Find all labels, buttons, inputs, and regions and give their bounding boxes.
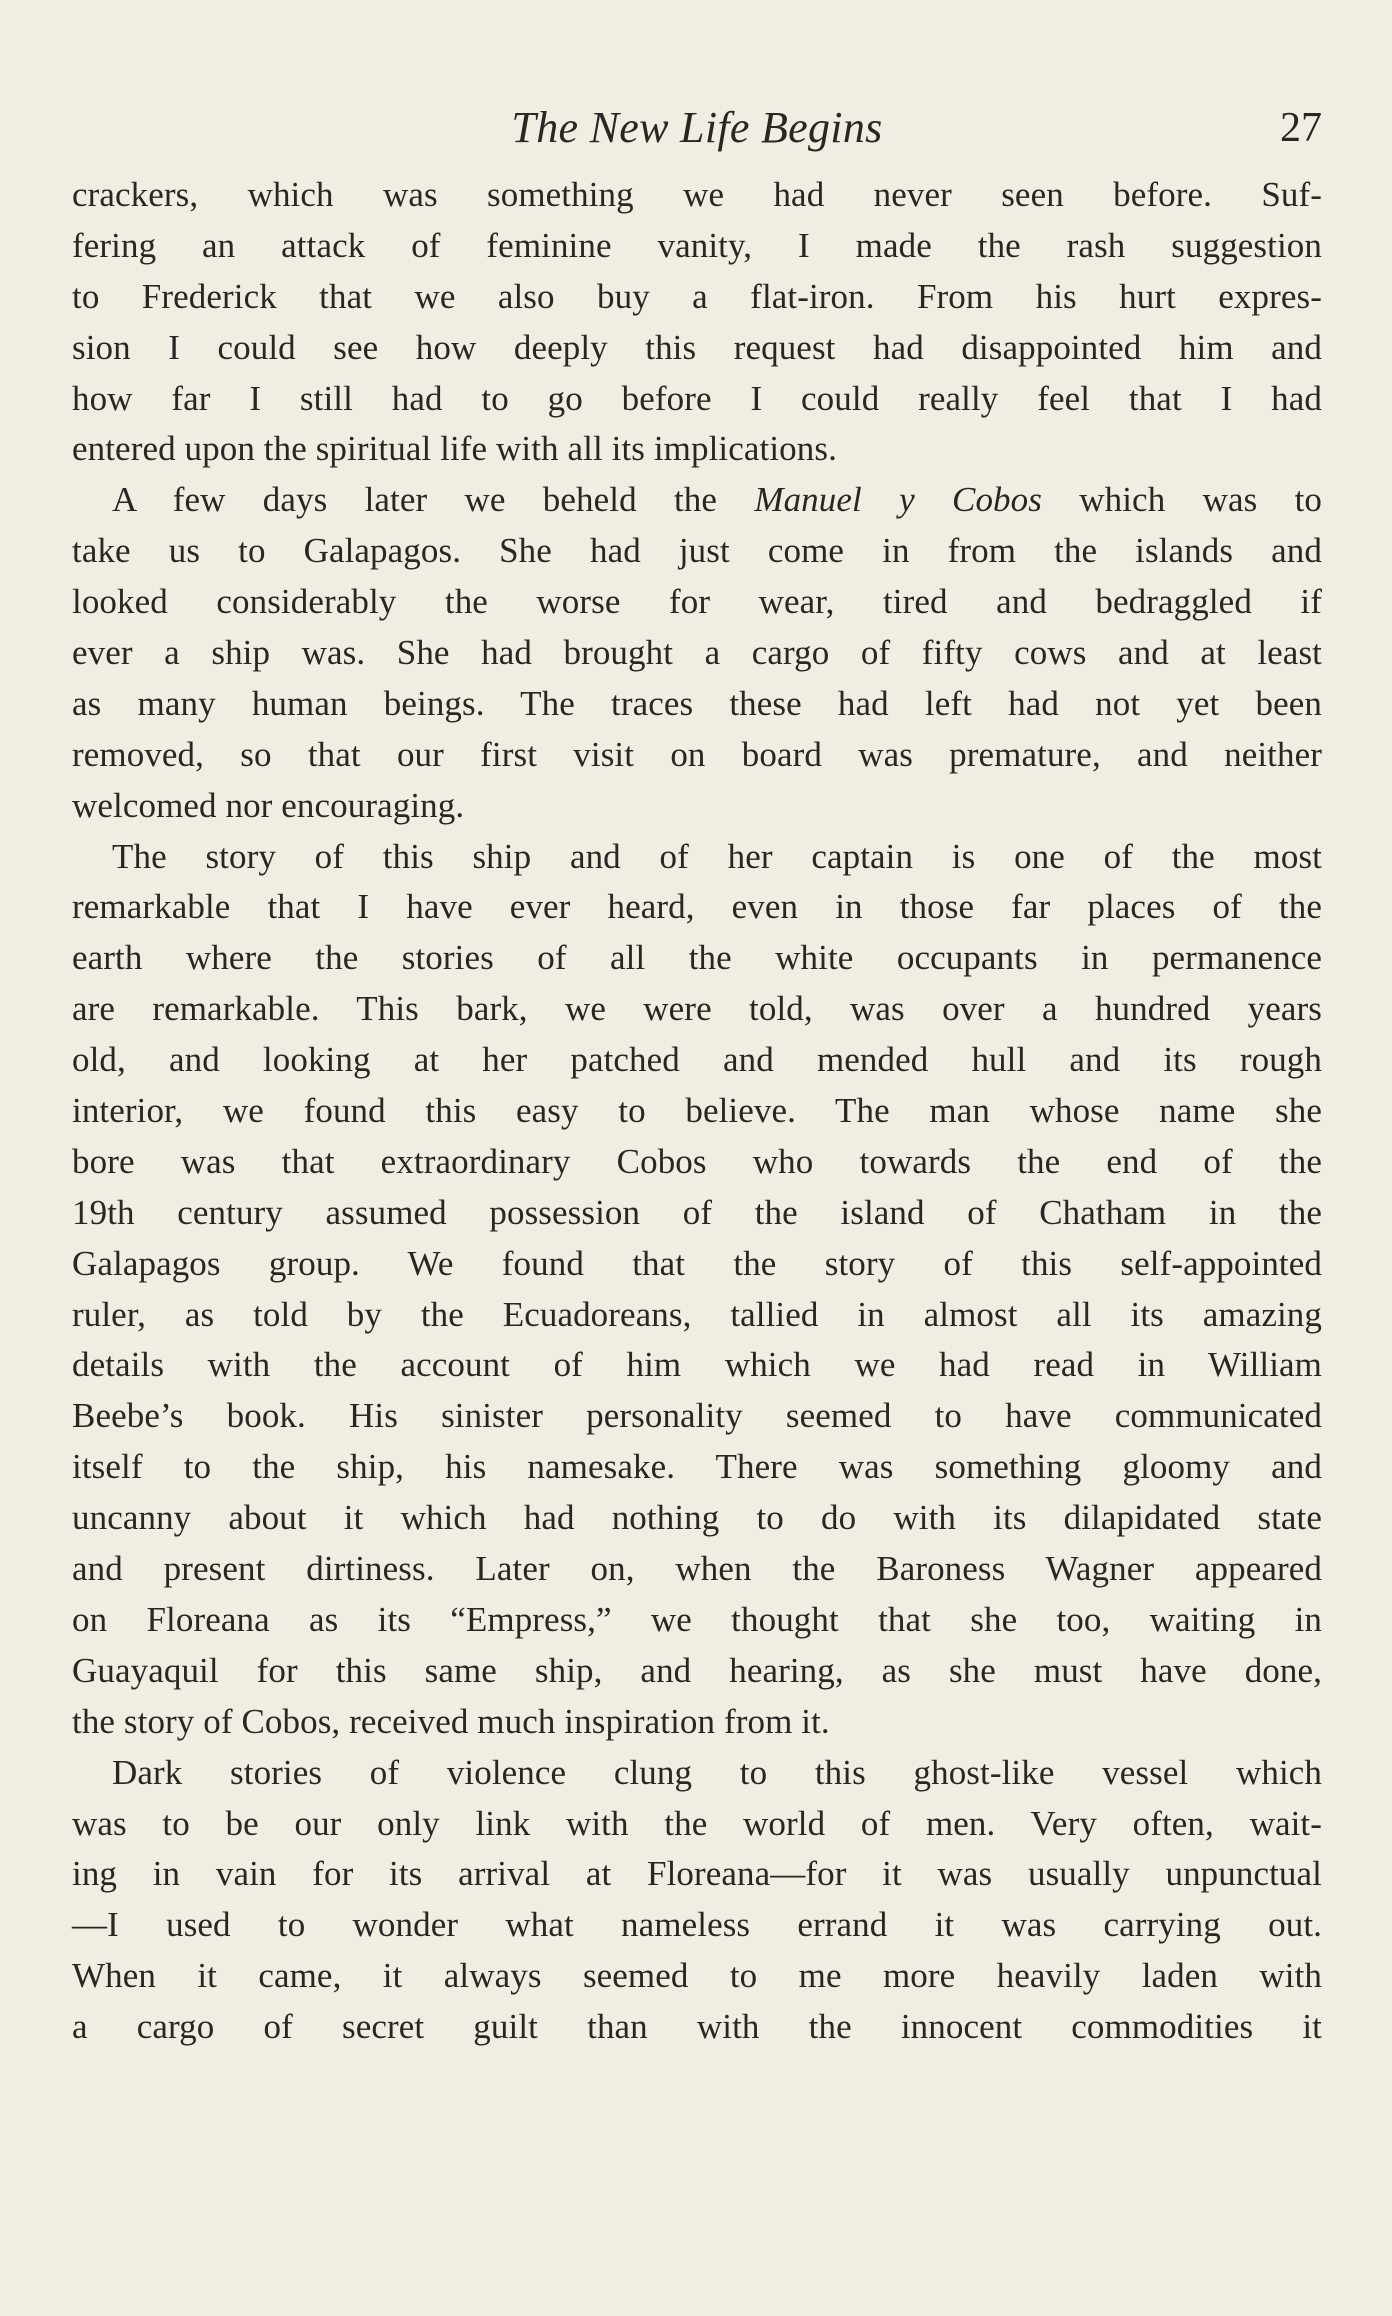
- text-line: earth where the stories of all the white occupants in permanence: [72, 938, 1322, 978]
- text-line: uncanny about it which had nothing to do with its dilapidated state: [72, 1498, 1322, 1538]
- text-line: Dark stories of violence clung to this ghost-like vessel which: [112, 1752, 1322, 1792]
- text-line: a cargo of secret guilt than with the innocent commodities it: [72, 2007, 1322, 2047]
- text-line: bore was that extraordinary Cobos who towards the end of the: [72, 1141, 1322, 1181]
- text-line: itself to the ship, his namesake. There was something gloomy and: [72, 1447, 1322, 1487]
- text-line: how far I still had to go before I could really feel that I had: [72, 378, 1322, 418]
- body-text: [72, 170, 1322, 2053]
- text-run: A few days later we beheld the: [112, 480, 755, 520]
- text-line: on Floreana as its “Empress,” we thought that she too, waiting in: [72, 1599, 1322, 1639]
- text-line: are remarkable. This bark, we were told, was over a hundred years: [72, 989, 1322, 1029]
- text-run: which was to: [1041, 480, 1322, 520]
- running-head: [72, 98, 1322, 158]
- text-line: was to be our only link with the world of men. Very often, wait-: [72, 1803, 1322, 1843]
- text-line: remarkable that I have ever heard, even in those far places of the: [72, 887, 1322, 927]
- paragraph-1: [72, 170, 1322, 475]
- text-line: removed, so that our first visit on board was premature, and neither: [72, 734, 1322, 774]
- ship-name: Manuel y Cobos: [754, 480, 1042, 520]
- text-line: take us to Galapagos. She had just come in from the islands and: [72, 531, 1322, 571]
- text-line: old, and looking at her patched and mended hull and its rough: [72, 1040, 1322, 1080]
- text-line: —I used to wonder what nameless errand it was carrying out.: [72, 1905, 1322, 1945]
- text-line: fering an attack of feminine vanity, I made the rash suggestion: [72, 225, 1322, 265]
- running-title: The New Life Begins: [511, 103, 883, 152]
- text-line: ever a ship was. She had brought a cargo of fifty cows and at least: [72, 633, 1322, 673]
- text-line: Guayaquil for this same ship, and hearing, as she must have done,: [72, 1650, 1322, 1690]
- text-line: 19th century assumed possession of the island of Chatham in the: [72, 1192, 1322, 1232]
- paragraph-3: [72, 832, 1322, 1748]
- text-line: as many human beings. The traces these had left had not yet been: [72, 683, 1322, 723]
- text-line: Galapagos group. We found that the story of this self-appointed: [72, 1243, 1322, 1283]
- text-line: to Frederick that we also buy a flat-iron. From his hurt expres-: [72, 276, 1322, 316]
- text-line: [72, 475, 1322, 526]
- text-line: ing in vain for its arrival at Floreana—for it was usually unpunctual: [72, 1854, 1322, 1894]
- text-line: welcomed nor encouraging.: [72, 785, 465, 825]
- text-line: crackers, which was something we had never seen before. Suf-: [72, 175, 1322, 214]
- text-line: sion I could see how deeply this request had disappointed him and: [72, 327, 1322, 367]
- text-line: and present dirtiness. Later on, when the Baroness Wagner appeared: [72, 1549, 1322, 1589]
- text-line: ruler, as told by the Ecuadoreans, tallied in almost all its amazing: [72, 1294, 1322, 1334]
- text-line: When it came, it always seemed to me more heavily laden with: [72, 1956, 1322, 1996]
- text-line: Beebe’s book. His sinister personality seemed to have communicated: [72, 1396, 1322, 1436]
- paragraph-4: [72, 1748, 1322, 2053]
- page-number: 27: [1280, 105, 1322, 151]
- text-line: interior, we found this easy to believe. The man whose name she: [72, 1091, 1322, 1131]
- paragraph-2: [72, 475, 1322, 831]
- text-line: entered upon the spiritual life with all its implications.: [72, 429, 837, 469]
- text-line: looked considerably the worse for wear, tired and bedraggled if: [72, 582, 1322, 622]
- text-line: details with the account of him which we had read in William: [72, 1345, 1322, 1385]
- text-line: The story of this ship and of her captain is one of the most: [112, 836, 1322, 876]
- text-line: the story of Cobos, received much inspiration from it.: [72, 1701, 830, 1741]
